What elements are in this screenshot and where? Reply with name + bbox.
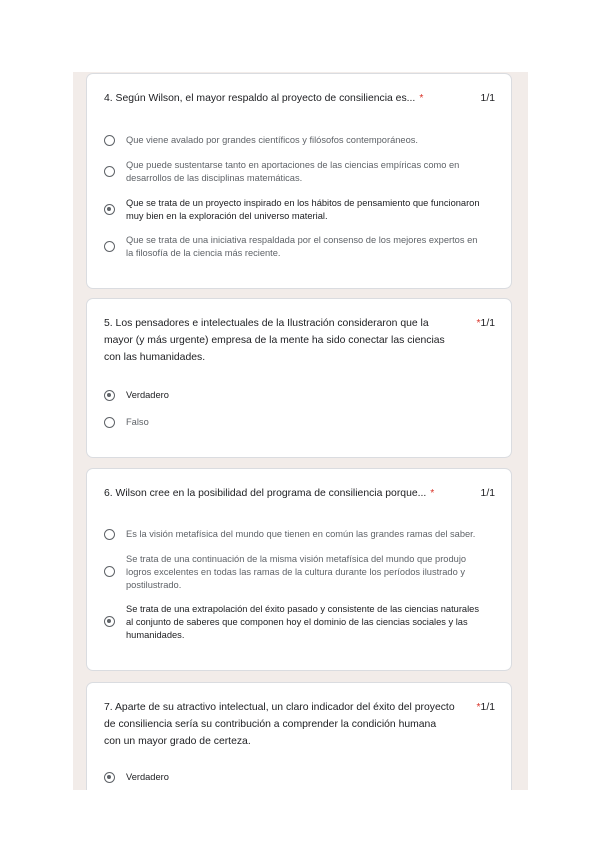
option-label: Verdadero [126, 390, 169, 400]
question-card-4 [86, 73, 512, 289]
radio-button[interactable] [104, 241, 115, 252]
option-row[interactable] [104, 553, 487, 592]
radio-button-selected[interactable] [104, 390, 115, 401]
required-asterisk: * [419, 93, 424, 104]
question-header [104, 315, 495, 366]
option-label: Falso [126, 417, 149, 427]
radio-button[interactable] [104, 529, 115, 540]
question-header [104, 90, 495, 107]
question-score: 1/1 [480, 93, 495, 104]
option-label: Que se trata de una iniciativa respaldada por el consenso de los mejores expertos en la filosofía de la ciencia más reciente. [126, 235, 478, 258]
option-row[interactable] [104, 159, 487, 185]
option-label: Verdadero [126, 772, 169, 782]
option-row[interactable] [104, 771, 487, 784]
question-score: *1/1 [476, 318, 495, 329]
question-score: 1/1 [480, 488, 495, 499]
question-title: 4. Según Wilson, el mayor respaldo al proyecto de consiliencia es... * [104, 93, 424, 104]
radio-button-selected[interactable] [104, 204, 115, 215]
option-label: Se trata de una extrapolación del éxito pasado y consistente de las ciencias naturales al conjunto de saberes que componen hoy el dominio de las ciencias sociales y las humanidades. [126, 604, 479, 640]
option-row[interactable] [104, 603, 487, 642]
option-row[interactable] [104, 234, 487, 260]
page-cutoff [0, 790, 600, 848]
radio-button-selected[interactable] [104, 616, 115, 627]
option-row[interactable] [104, 416, 487, 429]
radio-button[interactable] [104, 566, 115, 577]
question-title: 7. Aparte de su atractivo intelectual, un claro indicador del éxito del proyecto de consiliencia sería su contribución a comprender la condición humana con un mayor grado de certeza. [104, 702, 455, 747]
required-asterisk: * [476, 318, 481, 329]
option-label: Es la visión metafísica del mundo que tienen en común las grandes ramas del saber. [126, 529, 476, 539]
required-asterisk: * [476, 702, 481, 713]
option-row[interactable] [104, 389, 487, 402]
question-score: *1/1 [476, 702, 495, 713]
radio-button[interactable] [104, 417, 115, 428]
radio-button[interactable] [104, 166, 115, 177]
question-header [104, 699, 495, 750]
question-card-6 [86, 468, 512, 671]
option-row[interactable] [104, 134, 487, 147]
required-asterisk: * [430, 488, 435, 499]
radio-button[interactable] [104, 135, 115, 146]
question-card-5 [86, 298, 512, 458]
option-label: Que puede sustentarse tanto en aportaciones de las ciencias empíricas como en desarrollos de las disciplinas matemáticas. [126, 160, 460, 183]
question-title: 5. Los pensadores e intelectuales de la Ilustración consideraron que la mayor (y más urgente) empresa de la mente ha sido conectar las ciencias con las humanidades. [104, 318, 445, 363]
option-row[interactable] [104, 528, 487, 541]
question-header [104, 485, 495, 502]
question-title: 6. Wilson cree en la posibilidad del programa de consiliencia porque... * [104, 488, 435, 499]
option-label: Que viene avalado por grandes científicos y filósofos contemporáneos. [126, 135, 418, 145]
option-label: Se trata de una continuación de la misma visión metafísica del mundo que produjo logros excelentes en todas las ramas de la cultura durante los períodos ilustrado y postilustrado. [126, 554, 467, 590]
radio-button-selected[interactable] [104, 772, 115, 783]
option-label: Que se trata de un proyecto inspirado en los hábitos de pensamiento que funcionaron muy bien en la exploración del universo material. [126, 198, 480, 221]
option-row[interactable] [104, 197, 487, 223]
